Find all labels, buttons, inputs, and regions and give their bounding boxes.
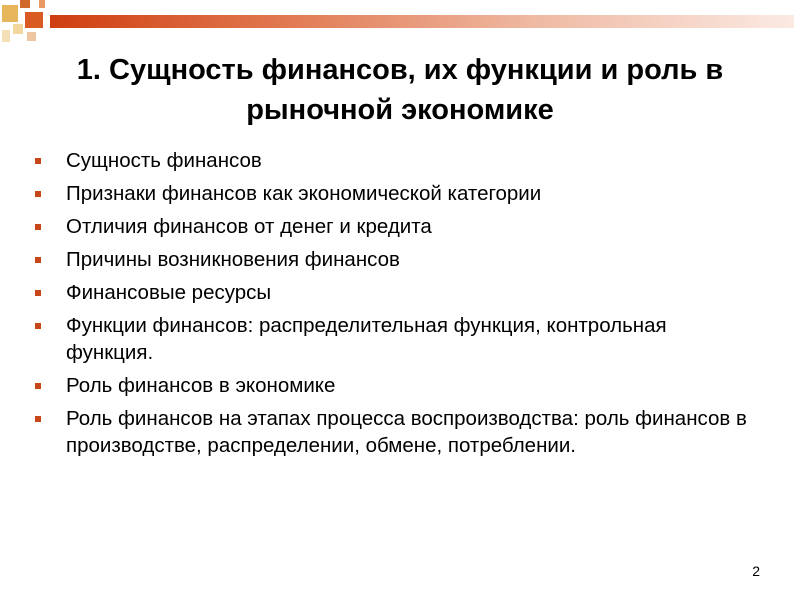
list-item [28,180,748,207]
list-item-text: Роль финансов на этапах процесса воспроизводства: роль финансов в производстве, распределении, обмене, потреблении. [66,407,747,457]
slide-title: 1. Сущность финансов, их функции и роль в рыночной экономике [76,54,724,126]
deco-square [20,0,30,8]
square-bullet-icon [35,290,41,296]
square-bullet-icon [35,416,41,422]
deco-square [2,30,10,42]
list-item-text: Функции финансов: распределительная функция, контрольная функция. [66,314,667,364]
square-bullet-icon [35,323,41,329]
list-item [28,279,748,306]
deco-square [27,32,36,41]
list-item-text: Сущность финансов [66,149,262,172]
square-bullet-icon [35,224,41,230]
list-item [28,372,748,399]
list-item [28,405,748,459]
list-item [28,312,748,366]
deco-square [39,0,45,8]
list-item-text: Отличия финансов от денег и кредита [66,215,432,238]
list-item-text: Финансовые ресурсы [66,281,272,304]
square-bullet-icon [35,191,41,197]
list-item-text: Причины возникновения финансов [66,248,400,271]
list-item [28,246,748,273]
deco-square [2,5,18,22]
list-item-text: Признаки финансов как экономической категории [66,182,542,205]
square-bullet-icon [35,383,41,389]
square-bullet-icon [35,257,41,263]
page-number: 2 [752,563,760,579]
list-item [28,213,748,240]
deco-square [13,24,23,34]
square-bullet-icon [35,158,41,164]
bullet-list [28,147,748,465]
list-item [28,147,748,174]
header-gradient-bar [50,15,794,28]
deco-square [25,12,43,28]
list-item-text: Роль финансов в экономике [66,374,336,397]
